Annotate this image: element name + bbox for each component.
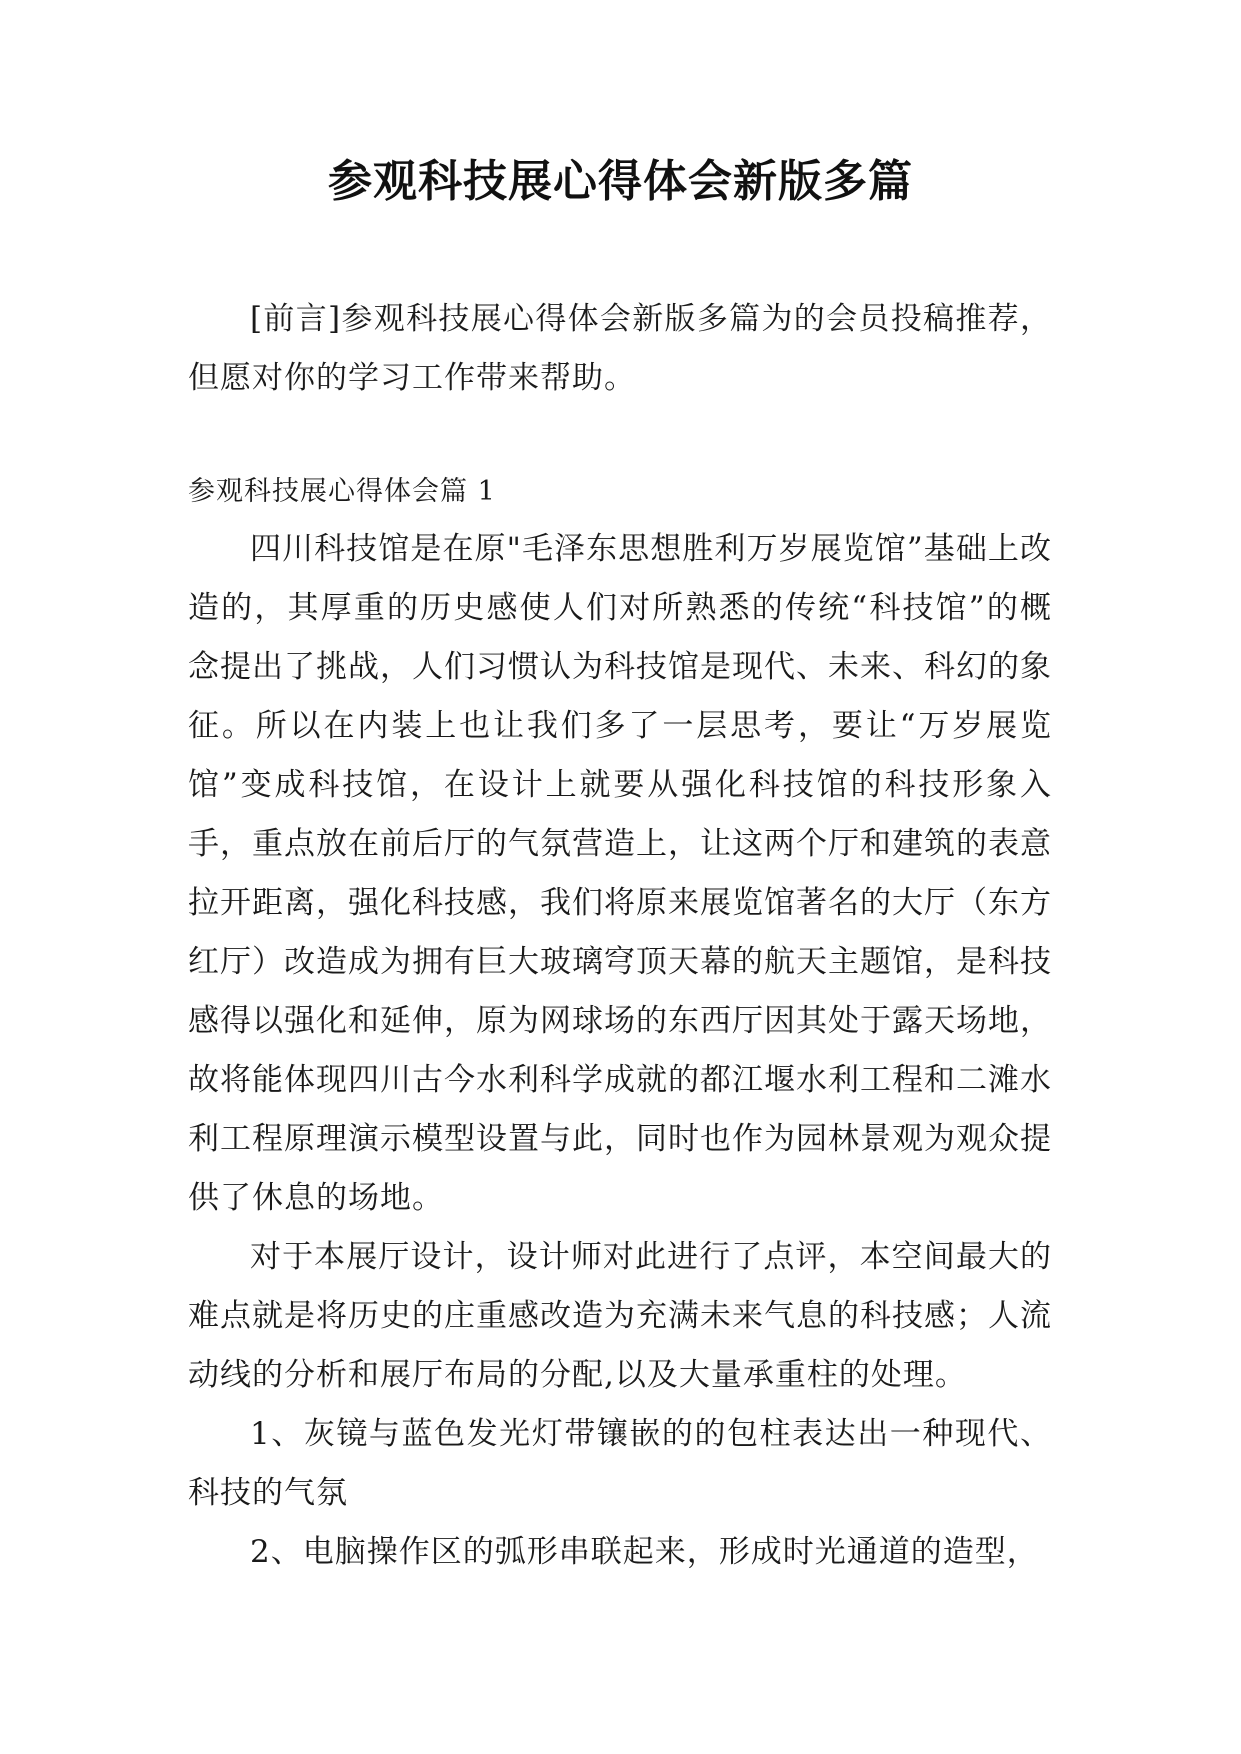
preface-paragraph: [前言]参观科技展心得体会新版多篇为的会员投稿推荐，但愿对你的学习工作带来帮助。: [188, 301, 1052, 396]
list-item-1: 1、灰镜与蓝色发光灯带镶嵌的的包柱表达出一种现代、科技的气氛: [188, 1416, 1052, 1511]
document-title: 参观科技展心得体会新版多篇: [328, 156, 913, 207]
section-heading: 参观科技展心得体会篇 1: [188, 476, 496, 507]
body-paragraph-1: 四川科技馆是在原"毛泽东思想胜利万岁展览馆”基础上改造的，其厚重的历史感使人们对所熟悉的传统“科技馆”的概念提出了挑战，人们习惯认为科技馆是现代、未来、科幻的象征。所以在内装上也让我们多了一层思考，要让“万岁展览馆”变成科技馆，在设计上就要从强化科技馆的科技形象入手，重点放在前后厅的气氛营造上，让这两个厅和建筑的表意拉开距离，强化科技感，我们将原来展览馆著名的大厅（东方红厅）改造成为拥有巨大玻璃穹顶天幕的航天主题馆，是科技感得以强化和延伸，原为网球场的东西厅因其处于露天场地，故将能体现四川古今水利科学成就的都江堰水利工程和二滩水利工程原理演示模型设置与此，同时也作为园林景观为观众提供了休息的场地。: [188, 531, 1052, 1216]
section-1: [188, 464, 1052, 1582]
document-body: [188, 290, 1052, 1582]
body-paragraph-2: 对于本展厅设计，设计师对此进行了点评，本空间最大的难点就是将历史的庄重感改造为充满未来气息的科技感；人流动线的分析和展厅布局的分配,以及大量承重柱的处理。: [188, 1239, 1052, 1393]
list-item-2: 2、电脑操作区的弧形串联起来，形成时光通道的造型，: [250, 1534, 1039, 1570]
